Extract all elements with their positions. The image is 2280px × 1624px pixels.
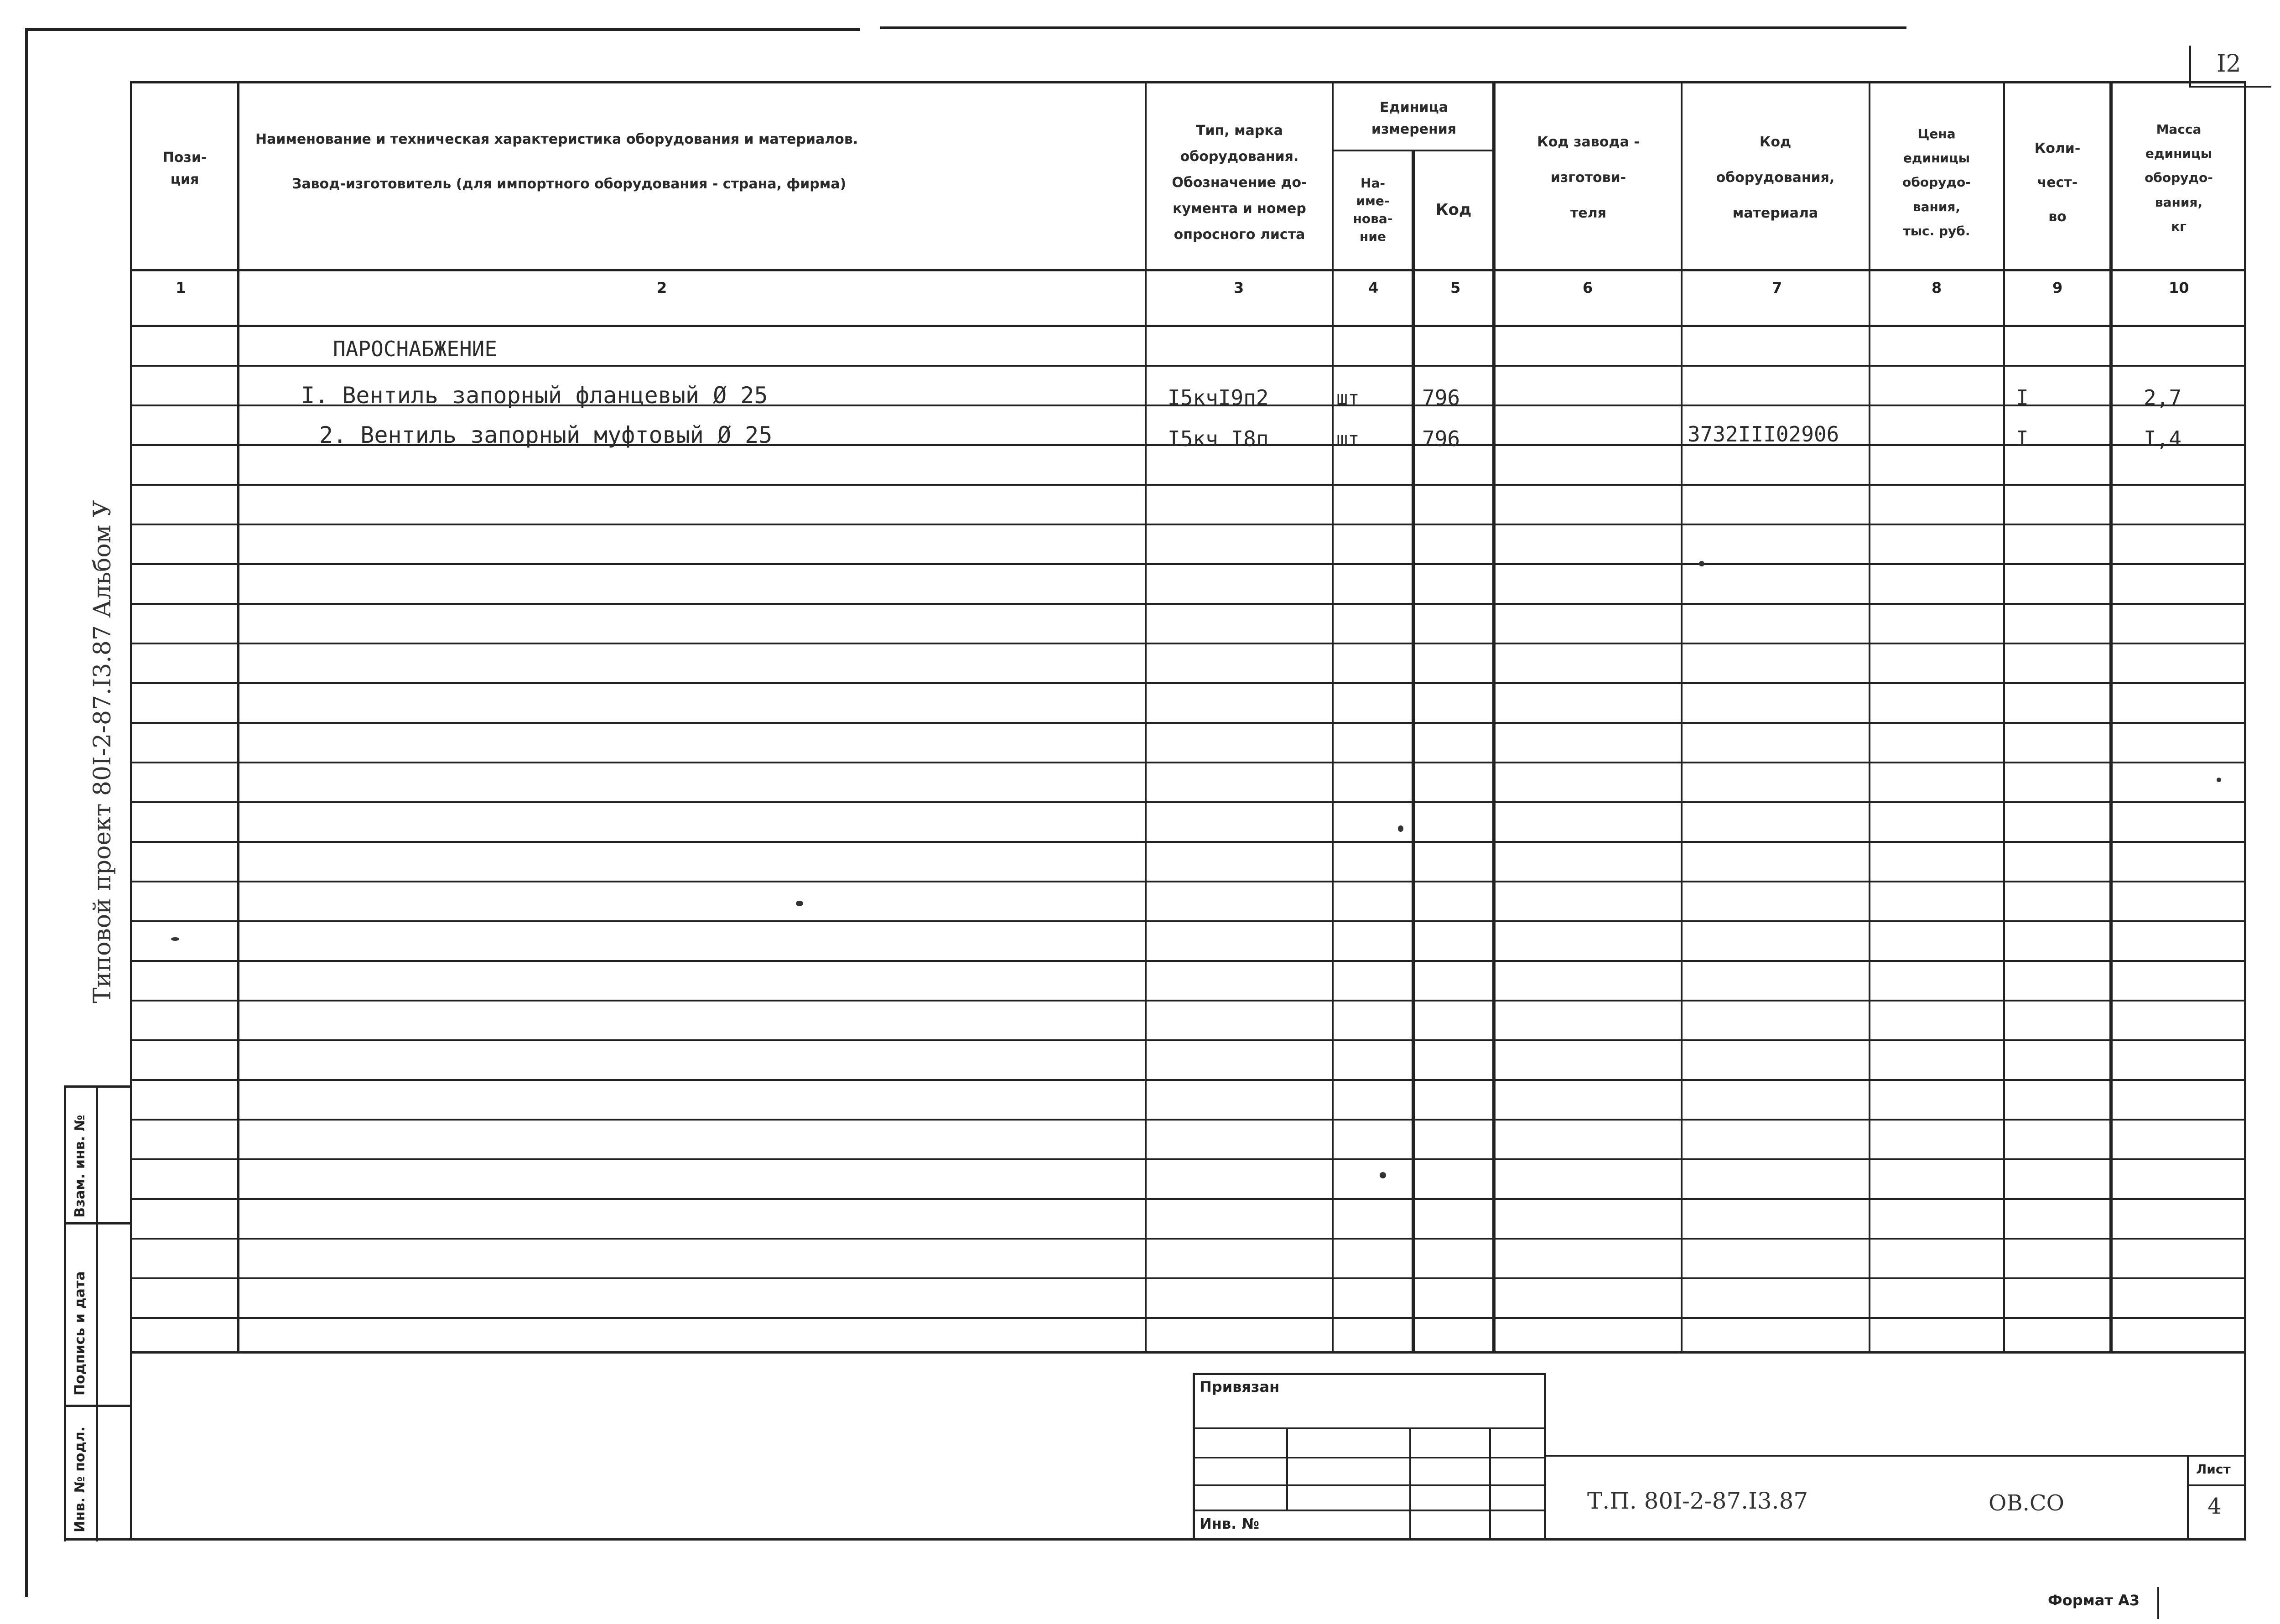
colnum-2: 2 [657, 279, 667, 296]
bound-box-line1 [1193, 1427, 1546, 1429]
col-divider-6 [1681, 81, 1683, 1354]
frame-top-right-line [880, 26, 1906, 29]
row-1-unit-code: 796 [1422, 385, 1460, 410]
table-top-border [130, 81, 2246, 83]
row-2-type: I5кч I8п [1168, 426, 1269, 451]
sheet-number-box-bottom [2189, 86, 2271, 88]
sheet-label: Лист [2196, 1462, 2231, 1477]
bound-box-line2 [1193, 1457, 1546, 1458]
bound-box-line3 [1193, 1484, 1546, 1486]
row-line [130, 643, 2246, 644]
colnum-9: 9 [2052, 279, 2063, 296]
scan-speck [1699, 561, 1704, 566]
header-name: Наименование и техническая характеристика оборудования и материалов. Завод-изготовитель (для импортного оборудования - страна, фирма) [255, 131, 858, 192]
stamp-label-signature-date: Подпись и дата [72, 1271, 88, 1396]
stamp-strip-left [64, 1085, 66, 1541]
bound-box-vline2 [1409, 1427, 1411, 1539]
designation: Т.П. 80I-2-87.I3.87 [1587, 1488, 1808, 1514]
col-divider-8 [2003, 81, 2005, 1354]
bound-box-vline3 [1489, 1427, 1491, 1539]
colnum-bottom-line [130, 325, 2246, 327]
unit-group-divider [1332, 150, 1494, 151]
header-factory-code: Код завода - изготови- теля [1537, 134, 1640, 221]
row-line [130, 1238, 2246, 1240]
header-price: Цена единицы оборудо- вания, тыс. руб. [1902, 126, 1971, 239]
colnum-4: 4 [1368, 279, 1379, 296]
title-block-top [1544, 1455, 2246, 1457]
section-title: ПАРОСНАБЖЕНИЕ [333, 337, 498, 361]
row-line [130, 722, 2246, 724]
row-line [130, 920, 2246, 922]
row-line [130, 762, 2246, 763]
header-bottom-line [130, 269, 2246, 271]
row-line [130, 524, 2246, 525]
row-1-type: I5кчI9п2 [1168, 385, 1269, 410]
col-divider-9 [2109, 81, 2113, 1354]
col-divider-1 [237, 81, 239, 1354]
col-divider-2 [1145, 81, 1147, 1354]
bound-box-top [1193, 1373, 1546, 1375]
table-right-border [2244, 81, 2246, 1541]
sheet-box-left [2187, 1455, 2189, 1539]
colnum-5: 5 [1450, 279, 1461, 296]
row-2-mass: I,4 [2144, 426, 2182, 451]
row-line [130, 484, 2246, 486]
header-mass: Масса единицы оборудо- вания, кг [2145, 122, 2213, 234]
row-2-equipment-code: 3732III02906 [1688, 422, 1839, 446]
frame-top-left-line [25, 28, 860, 31]
scan-speck [796, 901, 803, 906]
colnum-10: 10 [2169, 279, 2189, 296]
row-line [130, 1119, 2246, 1121]
stamp-label-inv-original: Инв. № подл. [72, 1426, 88, 1532]
col-divider-7 [1869, 81, 1870, 1354]
scan-speck [2217, 778, 2221, 782]
row-line [130, 603, 2246, 605]
header-equipment-code: Код оборудования, материала [1716, 134, 1835, 221]
sheet-number-box-left [2189, 46, 2191, 87]
row-line [130, 1198, 2246, 1200]
row-1-unit: шт [1336, 387, 1360, 409]
side-vertical-title: Типовой проект 80I-2-87.I3.87 Альбом У [89, 500, 116, 1003]
row-line [130, 801, 2246, 803]
table-bottom-border [130, 1538, 2246, 1541]
colnum-7: 7 [1772, 279, 1782, 296]
format-label: Формат А3 [2048, 1592, 2140, 1609]
stamp-strip-div1 [64, 1222, 132, 1224]
sheet-number-top: I2 [2217, 50, 2241, 78]
col-divider-3 [1332, 81, 1334, 1354]
stamp-strip-div2 [64, 1405, 132, 1407]
row-2-quantity: I [2016, 426, 2029, 451]
row-line [130, 881, 2246, 882]
header-quantity: Коли- чест- во [2034, 140, 2081, 225]
row-1-name: I. Вентиль запорный фланцевый Ø 25 [301, 382, 768, 409]
format-divider [2157, 1587, 2159, 1619]
bound-label: Привязан [1200, 1378, 1280, 1396]
header-unit-name: На- име- нова- ние [1353, 175, 1393, 244]
row-line [130, 563, 2246, 565]
bound-box-vline1 [1286, 1427, 1288, 1510]
colnum-1: 1 [176, 279, 186, 296]
doc-code: ОВ.СО [1989, 1490, 2064, 1516]
stamp-strip-top [64, 1085, 132, 1088]
sheet-value: 4 [2207, 1494, 2222, 1519]
frame-left-line [25, 28, 28, 1597]
row-line [130, 1039, 2246, 1041]
row-2-unit: шт [1336, 428, 1360, 450]
row-line [130, 1277, 2246, 1279]
row-line [130, 1158, 2246, 1160]
colnum-3: 3 [1234, 279, 1244, 296]
table-left-border [130, 81, 132, 1541]
scan-speck [171, 937, 179, 941]
scan-speck [1380, 1172, 1386, 1178]
row-line [130, 960, 2246, 962]
row-line [130, 1317, 2246, 1319]
bound-box-left [1193, 1373, 1195, 1539]
stamp-strip-bottom [64, 1538, 132, 1541]
col-divider-5 [1492, 81, 1496, 1354]
row-1-mass: 2,7 [2144, 385, 2182, 410]
col-divider-4 [1412, 150, 1415, 1354]
row-2-unit-code: 796 [1422, 426, 1460, 451]
row-2-name: 2. Вентиль запорный муфтовый Ø 25 [319, 422, 773, 448]
bound-box-line4 [1193, 1510, 1546, 1511]
scan-speck [1398, 825, 1403, 832]
row-line [130, 365, 2246, 367]
header-unit-group: Единица измерения [1371, 99, 1457, 137]
colnum-8: 8 [1932, 279, 1942, 296]
header-type: Тип, марка оборудования. Обозначение до- кумента и номер опросного листа [1172, 122, 1307, 243]
header-position: Пози- ция [162, 150, 207, 187]
header-unit-code: Код [1435, 200, 1472, 219]
row-line [130, 1000, 2246, 1001]
row-1-quantity: I [2016, 385, 2029, 410]
row-line [130, 1079, 2246, 1081]
table-body-bottom [130, 1351, 2246, 1354]
stamp-strip-mid [96, 1085, 98, 1541]
colnum-6: 6 [1583, 279, 1593, 296]
sheet-box-mid [2187, 1484, 2246, 1486]
inv-label: Инв. № [1200, 1515, 1259, 1532]
stamp-label-replacement-inv: Взам. инв. № [72, 1115, 88, 1218]
row-line [130, 841, 2246, 843]
row-line [130, 682, 2246, 684]
